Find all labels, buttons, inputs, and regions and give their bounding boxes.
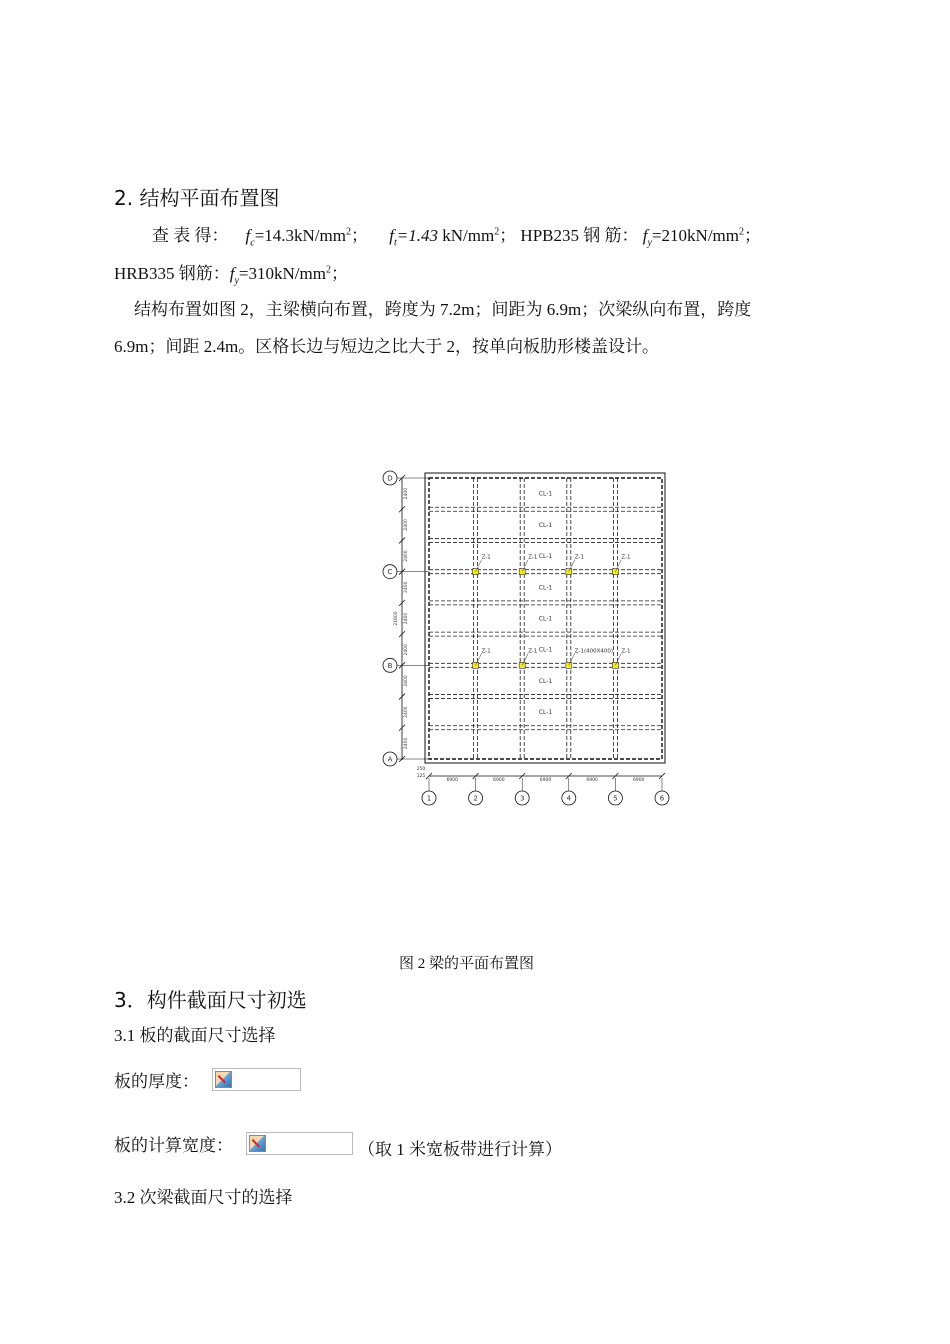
fy2-subscript: y (234, 275, 239, 287)
ft-value: =1.43 (396, 226, 438, 245)
column-marker (473, 569, 479, 575)
fc-value: =14.3kN/mm (254, 226, 346, 245)
ft-exponent: 2 (494, 226, 500, 238)
col-axis-label: 1 (426, 794, 432, 803)
broken-image-icon (249, 1135, 266, 1152)
broken-image-icon (215, 1071, 232, 1088)
column-marker (566, 569, 572, 575)
col-axis-label: 2 (473, 794, 478, 803)
row-axis-label: D (387, 474, 393, 483)
hrb-strength-line (114, 259, 348, 286)
left-dim-label: 2400 (404, 675, 409, 687)
fy2-exponent: 2 (325, 264, 331, 276)
column-label: Z-1(400X400) (574, 648, 614, 655)
fc-exponent: 2 (345, 226, 351, 238)
col-axis-label: 5 (613, 794, 618, 803)
fc-symbol: f (245, 226, 251, 245)
fy1-separator: ； (744, 226, 761, 245)
slab-label: CL-1 (538, 584, 553, 592)
col-dim-label: 6900 (539, 778, 552, 783)
column-label: Z-1 (621, 648, 631, 655)
hrb-label: HRB335 钢筋： (114, 264, 230, 283)
column-label: Z-1 (528, 554, 538, 561)
left-dim-label: 2400 (404, 581, 409, 594)
col-axis-label: 6 (659, 794, 665, 803)
fy2-value: =310kN/mm (238, 264, 326, 283)
ft-unit: kN/mm (437, 226, 495, 245)
total-dim-label: 21600 (394, 611, 399, 626)
slab-label: CL-1 (538, 709, 553, 717)
ft-symbol: f (389, 226, 394, 245)
subsection-3-1: 3.1 板的截面尺寸选择 (114, 1026, 276, 1045)
col-dim-label: 6900 (586, 778, 598, 783)
slab-label: CL-1 (538, 553, 553, 561)
row-axis-label: A (387, 755, 393, 764)
fc-subscript: c (250, 237, 255, 249)
material-strength-line (152, 221, 761, 248)
left-dim-label: 2400 (404, 612, 409, 625)
subsection-3-2: 3.2 次梁截面尺寸的选择 (114, 1188, 293, 1207)
fc-separator: ； (350, 226, 368, 245)
col-axis-label: 3 (519, 794, 525, 803)
column-marker (519, 569, 525, 575)
col-dim-label: 6900 (446, 778, 459, 783)
fy2-symbol: f (229, 264, 235, 283)
slab-label: CL-1 (538, 490, 553, 498)
layout-paragraph-line1: 结构布置如图 2，主梁横向布置，跨度为 7.2m；间距为 6.9m；次梁纵向布置，跨度 (134, 300, 752, 319)
lookup-prefix: 查 表 得： (152, 226, 229, 245)
fy1-exponent: 2 (739, 226, 744, 238)
left-dim-label: 2400 (404, 550, 409, 562)
column-label: Z-1 (621, 554, 631, 561)
col-axis-label: 4 (566, 794, 572, 803)
structural-plan-drawing (378, 466, 678, 812)
left-dim-label: 2400 (404, 519, 409, 531)
column-label: Z-1 (528, 648, 538, 655)
corner-dim-label: 125 (416, 774, 426, 779)
fy1-symbol: f (642, 226, 648, 245)
slab-thickness-label: 板的厚度： (114, 1072, 199, 1091)
left-dim-label: 2400 (404, 487, 409, 500)
section-heading-2: 2. 结构平面布置图 (114, 186, 280, 210)
slab-label: CL-1 (538, 615, 553, 623)
row-axis-label: C (387, 568, 393, 577)
hpb-label: ； HPB235 钢 筋： (499, 226, 639, 245)
section-heading-3: 3．构件截面尺寸初选 (114, 988, 307, 1012)
col-dim-label: 6900 (493, 778, 505, 783)
col-dim-label: 6900 (632, 778, 645, 783)
column-label: Z-1 (574, 554, 584, 561)
slab-width-label: 板的计算宽度： (114, 1136, 233, 1155)
slab-width-note: （取 1 米宽板带进行计算） (358, 1140, 562, 1159)
corner-dim-label: 250 (416, 767, 426, 772)
left-dim-label: 2400 (404, 706, 409, 718)
fy1-value: =210kN/mm (651, 226, 739, 245)
broken-image-placeholder (246, 1132, 353, 1155)
slab-label: CL-1 (538, 677, 553, 685)
left-dim-label: 2400 (404, 643, 409, 656)
fy2-separator: ； (330, 264, 348, 283)
column-marker (612, 569, 618, 575)
layout-paragraph-line2: 6.9m；间距 2.4m。区格长边与短边之比大于 2，按单向板肋形楼盖设计。 (114, 337, 659, 356)
left-dim-label: 2400 (404, 737, 409, 750)
row-axis-label: B (387, 661, 393, 670)
slab-label: CL-1 (538, 521, 553, 529)
column-label: Z-1 (481, 648, 491, 655)
ft-subscript: t (393, 237, 397, 249)
broken-image-placeholder (212, 1068, 301, 1091)
slab-label: CL-1 (538, 646, 553, 654)
fy1-subscript: y (647, 237, 652, 249)
column-label: Z-1 (481, 554, 491, 561)
figure-caption: 图 2 梁的平面布置图 (399, 956, 535, 972)
